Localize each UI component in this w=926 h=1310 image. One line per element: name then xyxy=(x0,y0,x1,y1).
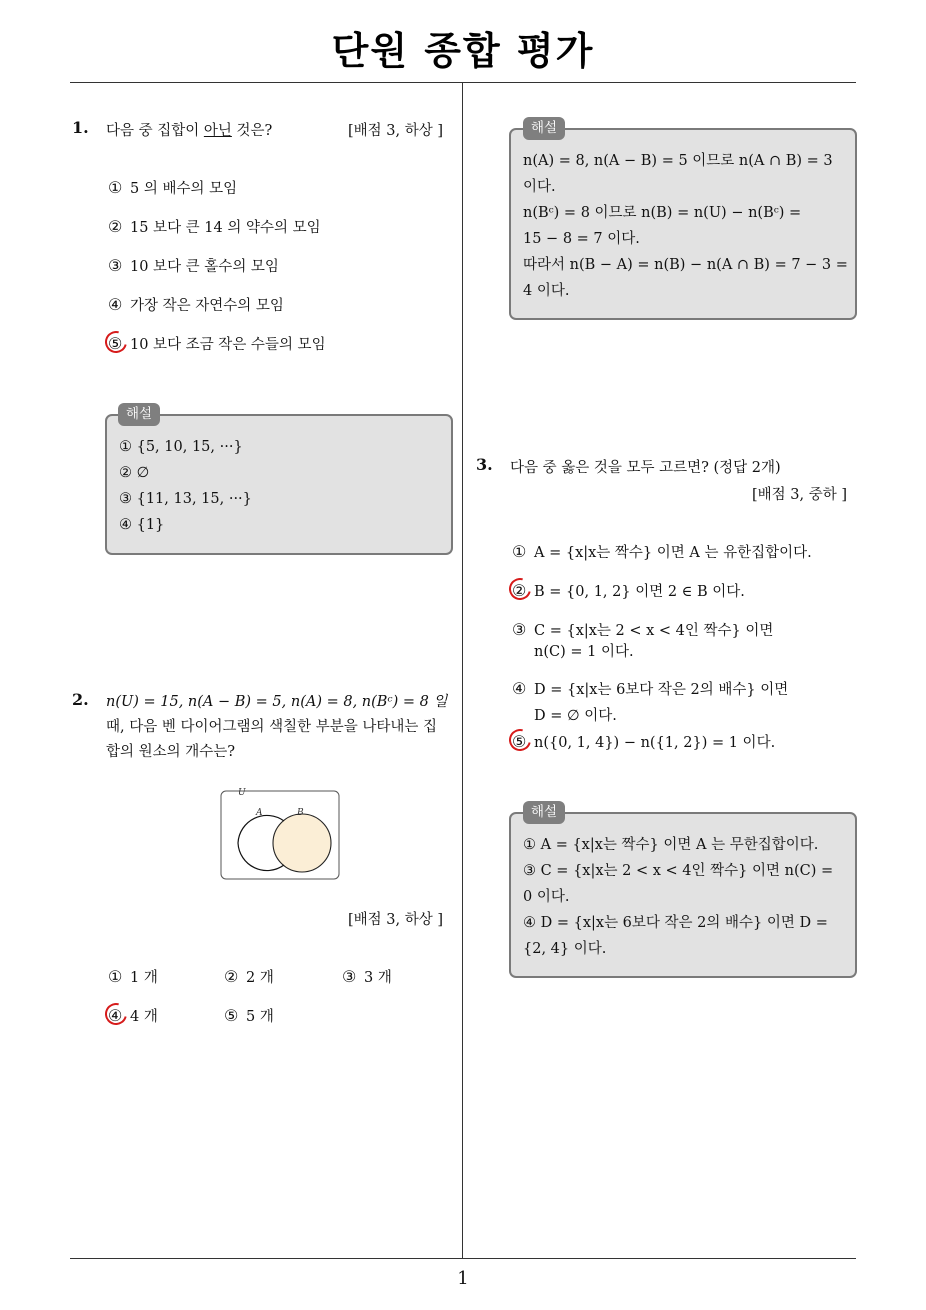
q3-option-1[interactable]: ① A = {x|x는 짝수} 이면 A 는 유한집합이다. xyxy=(512,542,812,561)
solution-line: n(Bᶜ) = 8 이므로 n(B) = n(U) − n(Bᶜ) = xyxy=(523,205,802,221)
set-b-circle xyxy=(273,814,331,872)
footer-rule xyxy=(70,1258,856,1259)
q3-option-5[interactable]: ⑤ n({0, 1, 4}) − n({1, 2}) = 1 이다. xyxy=(512,732,776,751)
q2-number: 2. xyxy=(72,690,89,709)
q3-option-4[interactable]: ④ D = {x|x는 6보다 작은 2의 배수} 이면 D = ∅ 이다. xyxy=(512,679,789,724)
q2-solution-box xyxy=(509,128,857,320)
header-rule xyxy=(70,82,856,83)
q1-solution-box xyxy=(105,414,453,555)
solution-line: ① {5, 10, 15, ···} xyxy=(119,439,243,455)
solution-line: ④ D = {x|x는 6보다 작은 2의 배수} 이면 D = xyxy=(523,915,828,931)
q1-solution-tag: 해설 xyxy=(118,403,160,426)
q3-number: 3. xyxy=(476,455,493,474)
q3-score: [배점 3, 중하 ] xyxy=(752,487,848,503)
q3-question: 다음 중 옳은 것을 모두 고르면? (정답 2개) xyxy=(510,460,781,476)
q1-option-4[interactable]: ④ 가장 작은 자연수의 모임 xyxy=(108,295,284,314)
q1-question: 다음 중 집합이 아닌 것은? xyxy=(106,123,273,139)
venn-label-b: B xyxy=(297,808,304,818)
solution-line: ④ {1} xyxy=(119,517,165,533)
solution-line: {2, 4} 이다. xyxy=(523,941,607,957)
q2-option-4[interactable]: ④ 4 개 xyxy=(108,1006,158,1025)
q2-option-2[interactable]: ② 2 개 xyxy=(224,967,274,986)
solution-line: 0 이다. xyxy=(523,889,570,905)
solution-line: ① A = {x|x는 짝수} 이면 A 는 무한집합이다. xyxy=(523,837,819,853)
q2-question-line: 합의 원소의 개수는? xyxy=(106,744,236,760)
q2-question-line: 때, 다음 벤 다이어그램의 색칠한 부분을 나타내는 집 xyxy=(106,719,438,735)
venn-label-u: U xyxy=(238,788,246,798)
q2-option-1[interactable]: ① 1 개 xyxy=(108,967,158,986)
q1-score: [배점 3, 하상 ] xyxy=(348,123,444,139)
q3-option-3[interactable]: ③ C = {x|x는 2 < x < 4인 짝수} 이면 n(C) = 1 이다. xyxy=(512,620,774,660)
solution-line: n(A) = 8, n(A − B) = 5 이므로 n(A ∩ B) = 3 xyxy=(523,153,833,169)
q1-option-5[interactable]: ⑤ 10 보다 조금 작은 수들의 모임 xyxy=(108,334,326,353)
q3-solution-box xyxy=(509,812,857,978)
page-number: 1 xyxy=(457,1268,469,1289)
q2-score: [배점 3, 하상 ] xyxy=(348,912,444,928)
q3-option-2[interactable]: ② B = {0, 1, 2} 이면 2 ∈ B 이다. xyxy=(512,581,745,600)
page-title: 단원 종합 평가 xyxy=(331,29,595,73)
q3-solution-tag: 해설 xyxy=(523,801,565,824)
solution-line: ③ {11, 13, 15, ···} xyxy=(119,491,252,507)
q1-option-2[interactable]: ② 15 보다 큰 14 의 약수의 모임 xyxy=(108,217,321,236)
q1-option-1[interactable]: ① 5 의 배수의 모임 xyxy=(108,178,238,197)
q2-question-line: n(U) = 15, n(A − B) = 5, n(A) = 8, n(Bᶜ) = 8 일 xyxy=(106,694,448,710)
solution-line: 따라서 n(B − A) = n(B) − n(A ∩ B) = 7 − 3 = xyxy=(523,257,848,273)
q2-option-5[interactable]: ⑤ 5 개 xyxy=(224,1006,274,1025)
solution-line: 4 이다. xyxy=(523,283,570,299)
venn-label-a: A xyxy=(256,808,263,818)
solution-line: ② ∅ xyxy=(119,465,150,481)
q1-number: 1. xyxy=(72,118,89,137)
column-divider xyxy=(462,82,463,1258)
solution-line: 15 − 8 = 7 이다. xyxy=(523,231,640,247)
venn-diagram xyxy=(218,787,342,883)
q2-solution-tag: 해설 xyxy=(523,117,565,140)
q2-option-3[interactable]: ③ 3 개 xyxy=(342,967,392,986)
q2-question xyxy=(106,690,456,765)
solution-line: ③ C = {x|x는 2 < x < 4인 짝수} 이면 n(C) = xyxy=(523,863,834,879)
solution-line: 이다. xyxy=(523,179,556,195)
q1-option-3[interactable]: ③ 10 보다 큰 홀수의 모임 xyxy=(108,256,279,275)
